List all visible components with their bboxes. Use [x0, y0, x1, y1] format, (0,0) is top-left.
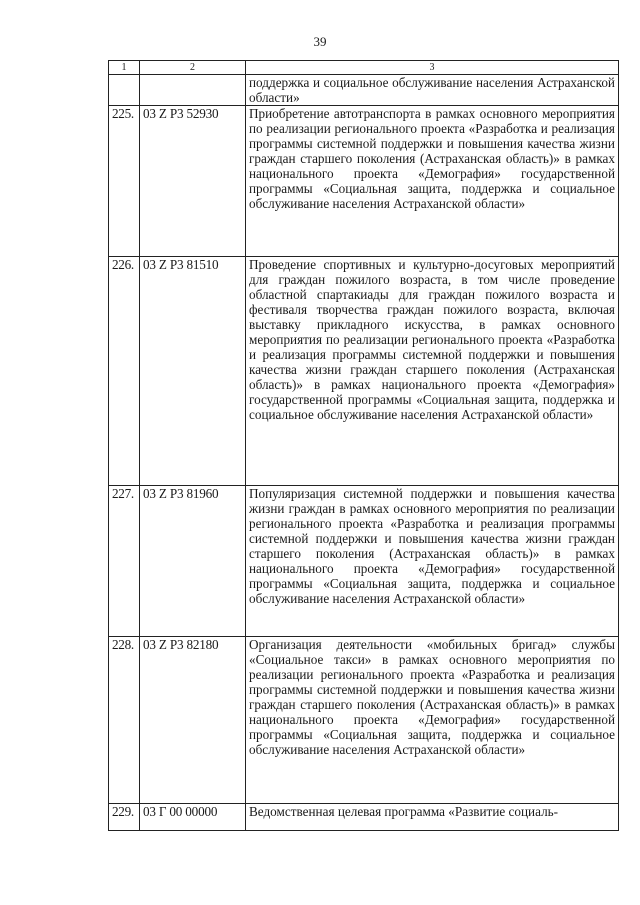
row-number-cell: 226.: [109, 257, 140, 486]
code-cell: 03 Z P3 81510: [140, 257, 246, 486]
row-number-cell: 225.: [109, 106, 140, 257]
table-row: [109, 804, 619, 831]
table-row-continuation: [109, 75, 619, 106]
column-header-1: 1: [109, 61, 140, 75]
table-row: [109, 106, 619, 257]
table-row: [109, 637, 619, 804]
classification-table: [108, 60, 619, 831]
description-cell: Ведомственная целевая программа «Развитие социаль-: [246, 804, 619, 831]
table-row: [109, 257, 619, 486]
description-cell: Проведение спортивных и культурно-досуговых мероприятий для граждан пожилого возраста, в том числе проведение областной спартакиады для граждан пожилого возраста и фестиваля творчества граждан пожилого возраста, включая выставку прикладного искусства, в рамках основного мероприятия по реализации регионального проекта «Разработка и реализация программы системной поддержки и повышения качества жизни граждан старшего поколения (Астраханская область)» в рамках национального проекта «Демография» государственной программы «Социальная защита, поддержка и социальное обслуживание населения Астраханской области»: [246, 257, 619, 486]
row-number-cell: 228.: [109, 637, 140, 804]
code-cell: 03 Z P3 82180: [140, 637, 246, 804]
page-number: 39: [313, 34, 327, 49]
code-cell: 03 Z P3 81960: [140, 486, 246, 637]
description-cell: Приобретение автотранспорта в рамках основного мероприятия по реализации регионального проекта «Разработка и реализация программы системной поддержки и повышения качества жизни граждан старшего поколения (Астраханская область)» в рамках национального проекта «Демография» государственной программы «Социальная защита, поддержка и социальное обслуживание населения Астраханской области»: [246, 106, 619, 257]
table-row: [109, 486, 619, 637]
description-cell: Популяризация системной поддержки и повышения качества жизни граждан в рамках основного мероприятия по реализации регионального проекта «Разработка и реализация программы системной поддержки и повышения качества жизни граждан старшего поколения (Астраханская область)» в рамках национального проекта «Демография» государственной программы «Социальная защита, поддержка и социальное обслуживание населения Астраханской области»: [246, 486, 619, 637]
table-header-row: [109, 61, 619, 75]
row-number-cell: [109, 75, 140, 106]
description-cell: поддержка и социальное обслуживание населения Астраханской области»: [246, 75, 619, 106]
column-header-2: 2: [140, 61, 246, 75]
code-cell: [140, 75, 246, 106]
column-header-3: 3: [246, 61, 619, 75]
code-cell: 03 Г 00 00000: [140, 804, 246, 831]
description-cell: Организация деятельности «мобильных бригад» службы «Социальное такси» в рамках основного мероприятия по реализации регионального проекта «Разработка и реализация программы системной поддержки и повышения качества жизни граждан старшего поколения (Астраханская область)» в рамках национального проекта «Демография» государственной программы «Социальная защита, поддержка и социальное обслуживание населения Астраханской области»: [246, 637, 619, 804]
row-number-cell: 229.: [109, 804, 140, 831]
row-number-cell: 227.: [109, 486, 140, 637]
code-cell: 03 Z P3 52930: [140, 106, 246, 257]
